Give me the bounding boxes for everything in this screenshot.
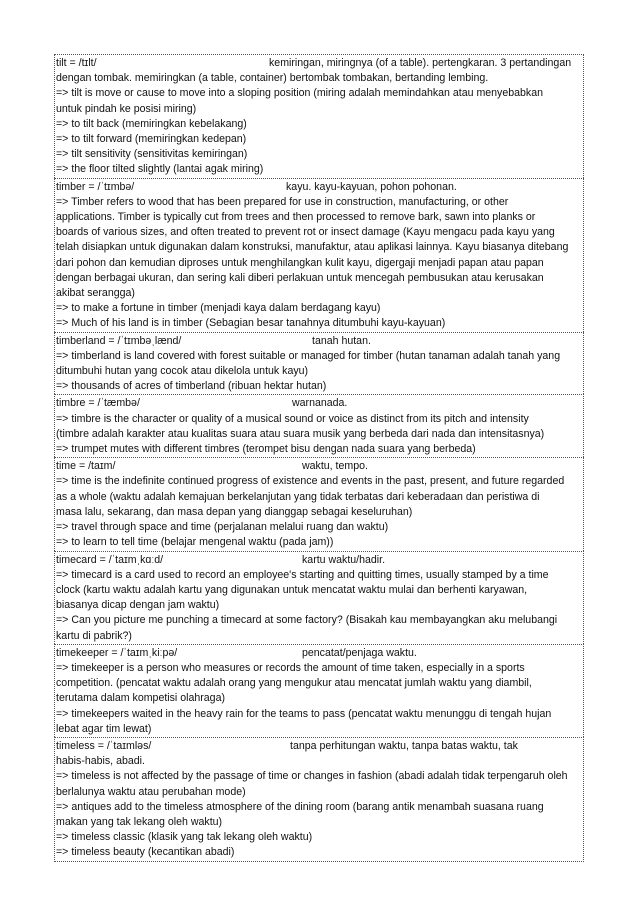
entry-example-line: => time is the indefinite continued progress of existence and events in the past, present, and future regarded: [56, 475, 565, 488]
entry-text-line: telah disiapkan untuk digunakan dalam konstruksi, manufaktur, atau aplikasi lainnya. Kayu biasanya ditebang: [56, 241, 569, 254]
entry-text-line: dengan berbagai ukuran, dan sering kali diberi perlakuan untuk mencegah pembusukan atau kerusakan: [56, 271, 544, 284]
entry-term: tilt = /tɪlt/: [56, 57, 97, 69]
entry-meaning: pencatat/penjaga waktu.: [302, 646, 417, 659]
entry-example-line: => to tilt back (memiringkan kebelakang): [56, 117, 247, 130]
entry-example-line: => travel through space and time (perjalanan melalui ruang dan waktu): [56, 521, 389, 534]
entry-text-line: terutama dalam kompetisi olahraga): [56, 692, 225, 705]
entry-example-line: => timbre is the character or quality of a musical sound or voice as distinct from its pitch and intensity: [56, 412, 529, 425]
entry-text-line: lebat agar tim lewat): [56, 722, 152, 735]
entry-term: timbre = /ˈtæmbə/: [56, 397, 140, 410]
entry-term: timekeeper = /ˈtaɪmˌkiːpə/: [56, 646, 178, 659]
entry-text-line: dari pohon dan kemudian diproses untuk menghilangkan kulit kayu, digergaji menjadi papan atau papan: [56, 256, 544, 269]
entry-example-line: => Can you picture me punching a timecard at some factory? (Bisakah kau membayangkan aku melubangi: [56, 614, 558, 627]
entry-term: timecard = /ˈtaɪmˌkɑːd/: [56, 553, 164, 566]
entry-example-line: => timekeeper is a person who measures or records the amount of time taken, especially in a sports: [56, 661, 525, 674]
entry-example-line: => timekeepers waited in the heavy rain for the teams to pass (pencatat waktu menunggu di tengah hujan: [56, 707, 552, 720]
entry-example-line: => timeless classic (klasik yang tak lekang oleh waktu): [56, 831, 313, 844]
entry-example-line: => trumpet mutes with different timbres (terompet bisu dengan nada suara yang berbeda): [56, 443, 476, 456]
dictionary-entry: [54, 644, 584, 737]
entry-text-line: boards of various sizes, and often treated to prevent rot or insect damage (Kayu mengacu pada kayu yang: [56, 226, 555, 239]
entry-meaning: warnanada.: [292, 397, 348, 410]
entry-meaning: kartu waktu/hadir.: [302, 553, 386, 566]
entry-example-line: => to tilt forward (memiringkan kedepan): [56, 133, 247, 146]
entry-term: timberland = /ˈtɪmbəˌlænd/: [56, 334, 182, 347]
entry-text-line: kartu di pabrik?): [56, 629, 132, 642]
entry-example-line: => to make a fortune in timber (menjadi kaya dalam berdagang kayu): [56, 302, 381, 315]
entry-example-line: => Much of his land is in timber (Sebagian besar tanahnya ditumbuhi kayu-kayuan): [56, 317, 446, 330]
entry-text-line: dengan tombak. memiringkan (a table, container) bertombak tombakan, bertanding lembing.: [56, 72, 489, 85]
entry-text-line: untuk pindah ke posisi miring): [56, 102, 197, 115]
entry-example-line: => timecard is a card used to record an employee's starting and quitting times, usually stamped by a time: [56, 568, 549, 581]
entry-example-line: => thousands of acres of timberland (ribuan hektar hutan): [56, 380, 327, 393]
entry-meaning: tanpa perhitungan waktu, tanpa batas waktu, tak: [290, 739, 518, 752]
entry-example-line: => timberland is land covered with forest suitable or managed for timber (hutan tanaman adalah tanah yang: [56, 349, 561, 362]
entry-example-line: => to learn to tell time (belajar mengenal waktu (pada jam)): [56, 536, 334, 549]
entry-headline: [56, 334, 582, 349]
entry-example-line: => antiques add to the timeless atmosphere of the dining room (barang antik menambah suasana ruang: [56, 800, 544, 813]
entry-headline: [56, 553, 582, 568]
entry-text-line: clock (kartu waktu adalah kartu yang digunakan untuk mencatat waktu mulai dan berhenti karyawan,: [56, 583, 528, 596]
entry-text-line: applications. Timber is typically cut from trees and then processed to remove bark, sawn into planks or: [56, 211, 536, 224]
entry-text-line: (timbre adalah karakter atau kualitas suara atau suara musik yang berbeda dari nada dan intensitasnya): [56, 427, 545, 440]
dictionary-entry: [54, 178, 584, 332]
entry-text-line: berlalunya waktu atau perubahan mode): [56, 785, 246, 798]
entry-example-line: => the floor tilted slightly (lantai agak miring): [56, 163, 264, 176]
dictionary-entry: [54, 394, 584, 457]
entry-text-line: biasanya dicap dengan jam waktu): [56, 599, 220, 612]
dictionary-entry: [54, 457, 584, 550]
entry-meaning: tanah hutan.: [312, 334, 371, 347]
dictionary-entry: [54, 332, 584, 395]
dictionary-entry: [54, 551, 584, 644]
entry-text-line: akibat serangga): [56, 287, 135, 300]
entry-meaning: waktu, tempo.: [302, 460, 368, 473]
entry-text-line: makan yang tak lekang oleh waktu): [56, 815, 223, 828]
entry-headline: [56, 396, 582, 411]
entry-meaning: kemiringan, miringnya (of a table). pertengkaran. 3 pertandingan: [269, 57, 572, 69]
entry-headline: [56, 646, 582, 661]
entry-headline: [56, 459, 582, 474]
entry-headline: [56, 180, 582, 195]
entry-meaning: kayu. kayu-kayuan, pohon pohonan.: [286, 180, 457, 193]
entry-headline: [56, 739, 582, 754]
entry-example-line: => tilt sensitivity (sensitivitas kemiringan): [56, 148, 248, 161]
entry-text-line: as a whole (waktu adalah kemajuan berkelanjutan yang tidak terbatas dari keberadaan dan peristiwa di: [56, 490, 540, 503]
entry-term: timeless = /ˈtaɪmləs/: [56, 739, 152, 752]
entry-example-line: => timeless is not affected by the passage of time or changes in fashion (abadi adalah tidak terpengaruh oleh: [56, 770, 568, 783]
entry-text-line: masa lalu, sekarang, dan masa depan yang dianggap sebagai keseluruhan): [56, 505, 413, 518]
entry-text-line: ditumbuhi hutan yang cocok atau dikelola untuk kayu): [56, 365, 309, 378]
entry-headline: [56, 56, 582, 71]
dictionary-entry: [54, 54, 584, 178]
entry-example-line: => timeless beauty (kecantikan abadi): [56, 846, 235, 859]
entry-text-line: competition. (pencatat waktu adalah orang yang mengukur atau mencatat jumlah waktu yang diambil,: [56, 677, 532, 690]
entry-example-line: => tilt is move or cause to move into a sloping position (miring adalah memindahkan atau menyebabkan: [56, 87, 543, 100]
dictionary-page: [54, 54, 584, 862]
dictionary-entry: [54, 737, 584, 862]
entry-term: timber = /ˈtɪmbə/: [56, 180, 135, 193]
entry-term: time = /taɪm/: [56, 460, 116, 473]
entry-example-line: => Timber refers to wood that has been prepared for use in construction, manufacturing, or other: [56, 195, 509, 208]
entry-text-line: habis-habis, abadi.: [56, 755, 145, 768]
